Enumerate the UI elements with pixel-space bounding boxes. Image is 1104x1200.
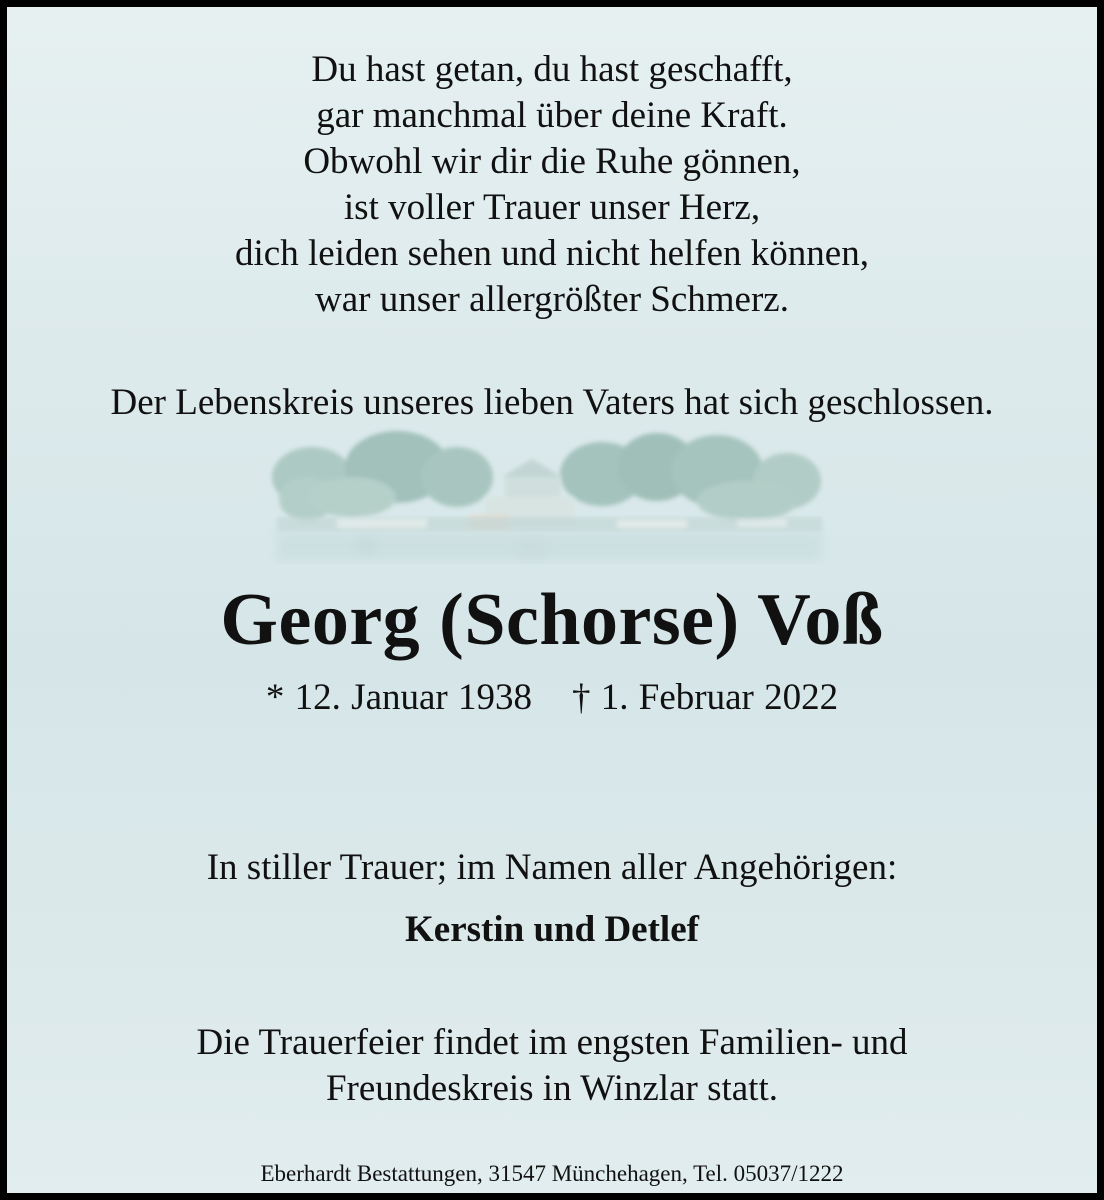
poem-line: Du hast getan, du hast geschafft, (311, 49, 793, 90)
poem-line: ist voller Trauer unser Herz, (343, 187, 761, 228)
deceased-name: Georg (Schorse) Voß (220, 579, 884, 661)
poem-line: war unser allergrößter Schmerz. (315, 279, 789, 320)
funeral-home-footer: Eberhardt Bestattungen, 31547 Münchehagen, Tel. 05037/1222 (260, 1161, 844, 1186)
poem (7, 47, 1097, 323)
poem-line: gar manchmal über deine Kraft. (316, 95, 788, 136)
intro-line: Der Lebenskreis unseres lieben Vaters hat sich geschlossen. (110, 382, 994, 423)
ceremony-note (7, 1020, 1097, 1112)
poem-line: Obwohl wir dir die Ruhe gönnen, (303, 141, 801, 182)
life-dates (7, 675, 1097, 721)
death-date: † 1. Februar 2022 (572, 677, 839, 718)
mourner-names: Kerstin und Detlef (405, 909, 699, 950)
birth-date: * 12. Januar 1938 (265, 677, 532, 718)
ceremony-line: Die Trauerfeier findet im engsten Familien- und (196, 1022, 908, 1063)
ceremony-line: Freundeskreis in Winzlar statt. (325, 1068, 778, 1109)
poem-line: dich leiden sehen und nicht helfen können, (235, 233, 869, 274)
island-lake-image (257, 419, 837, 589)
mourning-line: In stiller Trauer; im Namen aller Angehörigen: (206, 847, 898, 888)
